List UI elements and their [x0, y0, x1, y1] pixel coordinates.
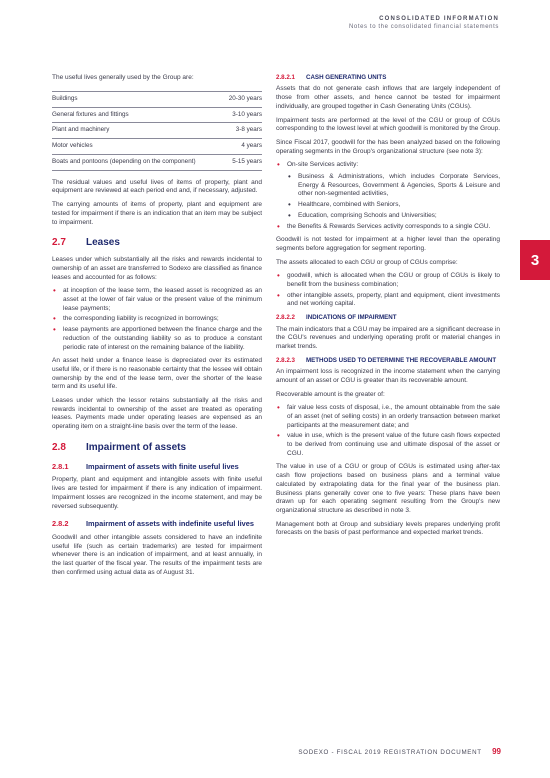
paragraph: Since Fiscal 2017, goodwill for the has been analyzed based on the following operating segments in the Group's organizational structure (see note 3):: [276, 138, 500, 155]
useful-life-cell: 5-15 years: [217, 154, 262, 170]
header-subsection: Notes to the consolidated financial statements: [348, 24, 499, 30]
list-item: • other intangible assets, property, plant and equipment, client investments and net working capital.: [276, 292, 500, 309]
table-row: [52, 139, 262, 155]
finance-lease-list: [52, 287, 262, 352]
section-heading-leases: [52, 237, 262, 249]
table-row: [52, 154, 262, 170]
heading-title: METHODS USED TO DETERMINE THE RECOVERABLE AMOUNT: [306, 356, 497, 364]
paragraph: Goodwill and other intangible assets considered to have an indefinite useful life (such as certain trademarks) are tested for impairment whenever there is an indication of impairment, and at least annually, in the last quarter of the fiscal year. The results of the impairment tests are then confirmed using actual data as of August 31.: [52, 533, 262, 576]
paragraph: The assets allocated to each CGU or group of CGUs comprise:: [276, 258, 458, 266]
page-number: 99: [492, 747, 501, 756]
paragraph: The main indicators that a CGU may be impaired are a significant decrease in the CGU's revenues and underlying operating profit or material changes in market trends.: [276, 325, 500, 350]
list-item: • value in use, which is the present value of the future cash flows expected to be derived from continuing use and ultimate disposal of the asset or CGU.: [276, 432, 500, 458]
subsection-number: 2.8.1: [52, 461, 69, 471]
paragraph: Management both at Group and subsidiary levels prepares underlying profit forecasts on the basis of past performance and expected market trends.: [276, 520, 500, 537]
paragraph: Impairment tests are performed at the level of the CGU or group of CGUs corresponding to the lowest level at which goodwill is monitored by the Group.: [276, 116, 501, 133]
paragraph: Recoverable amount is the greater of:: [276, 390, 385, 398]
paragraph: Leases under which the lessor retains substantially all the risks and rewards incidental to ownership of the asset are treated as operating leases. Payments made under operating leases are expensed as an operating item on a straight-line basis over the term of the lease.: [52, 397, 262, 431]
heading-title: INDICATIONS OF IMPAIRMENT: [306, 314, 397, 322]
footer-text: SODEXO - FISCAL 2019 REGISTRATION DOCUMENT: [298, 749, 482, 756]
asset-category-cell: Buildings: [52, 91, 217, 107]
chapter-tab: 3: [520, 240, 550, 280]
paragraph: Property, plant and equipment and intangible assets with finite useful lives are tested for impairment if there is any indication of impairment. Impairment losses are recognized in the income statement, and may be reversed subsequently.: [52, 476, 262, 510]
page-footer: [298, 747, 501, 756]
onsite-sublist: [276, 173, 500, 221]
useful-life-cell: 20-30 years: [217, 91, 262, 107]
right-column: [276, 74, 500, 543]
paragraph: The carrying amounts of items of property, plant and equipment are tested for impairment if there is an indication that an item may be subject to impairment.: [52, 201, 262, 226]
heading-methods: [276, 357, 500, 364]
table-row: [52, 91, 262, 107]
sub-list-item: • Education, comprising Schools and Universities;: [276, 212, 500, 221]
paragraph: An impairment loss is recognized in the income statement when the carrying amount of an asset or CGU is greater than its recoverable amount.: [276, 368, 500, 384]
segment-list: [276, 161, 500, 231]
useful-life-cell: 3-8 years: [217, 123, 262, 139]
recoverable-amount-list: [276, 404, 500, 458]
useful-life-cell: 3-10 years: [217, 107, 262, 123]
paragraph: Goodwill is not tested for impairment at a higher level than the operating segments before aggregation for segment reporting.: [276, 236, 500, 252]
header-section: CONSOLIDATED INFORMATION: [379, 16, 499, 22]
heading-cgu: [276, 74, 500, 81]
section-number: 2.7: [52, 237, 66, 249]
list-item: • the Benefits & Rewards Services activity corresponds to a single CGU.: [276, 223, 500, 232]
section-title: Leases: [86, 237, 120, 249]
paragraph: Leases under which substantially all the risks and rewards incidental to ownership of an asset are transferred to Sodexo are classified as finance leases and accounted for as follows:: [52, 256, 262, 281]
running-header: [349, 16, 499, 30]
useful-life-cell: 4 years: [217, 139, 262, 155]
subsection-number: 2.8.2: [52, 519, 69, 529]
paragraph: The residual values and useful lives of items of property, plant and equipment are reviewed at each period end and, if necessary, adjusted.: [52, 178, 262, 195]
asset-category-cell: General fixtures and fittings: [52, 107, 217, 123]
list-item: • goodwill, which is allocated when the CGU or group of CGUs is likely to benefit from the business combination;: [276, 272, 500, 289]
sub-list-item: • Healthcare, combined with Seniors,: [276, 201, 500, 210]
table-row: [52, 123, 262, 139]
heading-number: 2.8.2.3: [276, 356, 295, 364]
table-row: [52, 107, 262, 123]
useful-lives-table: [52, 91, 262, 171]
paragraph: An asset held under a finance lease is depreciated over its estimated useful life, or if there is no reasonable certainty that the lessee will obtain ownership by the end of the lease term, over the shorter of the lease term and its useful life.: [52, 357, 262, 391]
table-intro: The useful lives generally used by the Group are:: [52, 74, 194, 81]
sub-list-item: • Business & Administrations, which includes Corporate Services, Energy & Resources, Government & Agencies, Sports & Leisure and other non-segmented activities,: [276, 173, 500, 199]
subsection-heading-indefinite: [52, 520, 262, 529]
left-column: [52, 74, 262, 582]
subsection-title: Impairment of assets with finite useful lives: [86, 461, 239, 471]
subsection-title: Impairment of assets with indefinite useful lives: [86, 519, 254, 529]
section-heading-impairment: [52, 442, 262, 454]
list-item: • the corresponding liability is recognized in borrowings;: [52, 315, 262, 324]
heading-number: 2.8.2.1: [276, 74, 295, 81]
heading-indications: [276, 314, 500, 321]
list-item: • at inception of the lease term, the leased asset is recognized as an asset at the lower of fair value or the present value of the minimum lease payments;: [52, 287, 262, 313]
paragraph: Assets that do not generate cash inflows that are largely independent of those from other assets, and hence cannot be tested for impairment individually, are grouped together in Cash Generating Units (CGUs).: [276, 85, 500, 110]
list-item: • lease payments are apportioned between the finance charge and the reduction of the outstanding liability so as to produce a constant periodic rate of interest on the remaining balance of the liability.: [52, 326, 262, 352]
subsection-heading-finite: [52, 463, 262, 472]
cgu-assets-list: [276, 272, 500, 309]
paragraph: The value in use of a CGU or group of CGUs is estimated using after-tax cash flow projections based on business plans and a terminal value calculated by extrapolating data for the final year of the business plan. Business plans generally cover one to five years: These plans have been drawn up for each operating segment resulting from the Group's new organizational structure as described in note 3.: [276, 463, 500, 514]
heading-number: 2.8.2.2: [276, 314, 295, 322]
asset-category-cell: Boats and pontoons (depending on the component): [52, 154, 217, 170]
asset-category-cell: Motor vehicles: [52, 139, 217, 155]
section-number: 2.8: [52, 441, 66, 453]
list-item-text: On-site Services activity:: [287, 161, 359, 169]
heading-title: CASH GENERATING UNITS: [306, 74, 387, 81]
section-title: Impairment of assets: [86, 441, 187, 453]
asset-category-cell: Plant and machinery: [52, 123, 217, 139]
list-item: [276, 161, 500, 220]
list-item: • fair value less costs of disposal, i.e., the amount obtainable from the sale of an asset (net of selling costs) in an orderly transaction between market participants at the measurement date; and: [276, 404, 500, 430]
